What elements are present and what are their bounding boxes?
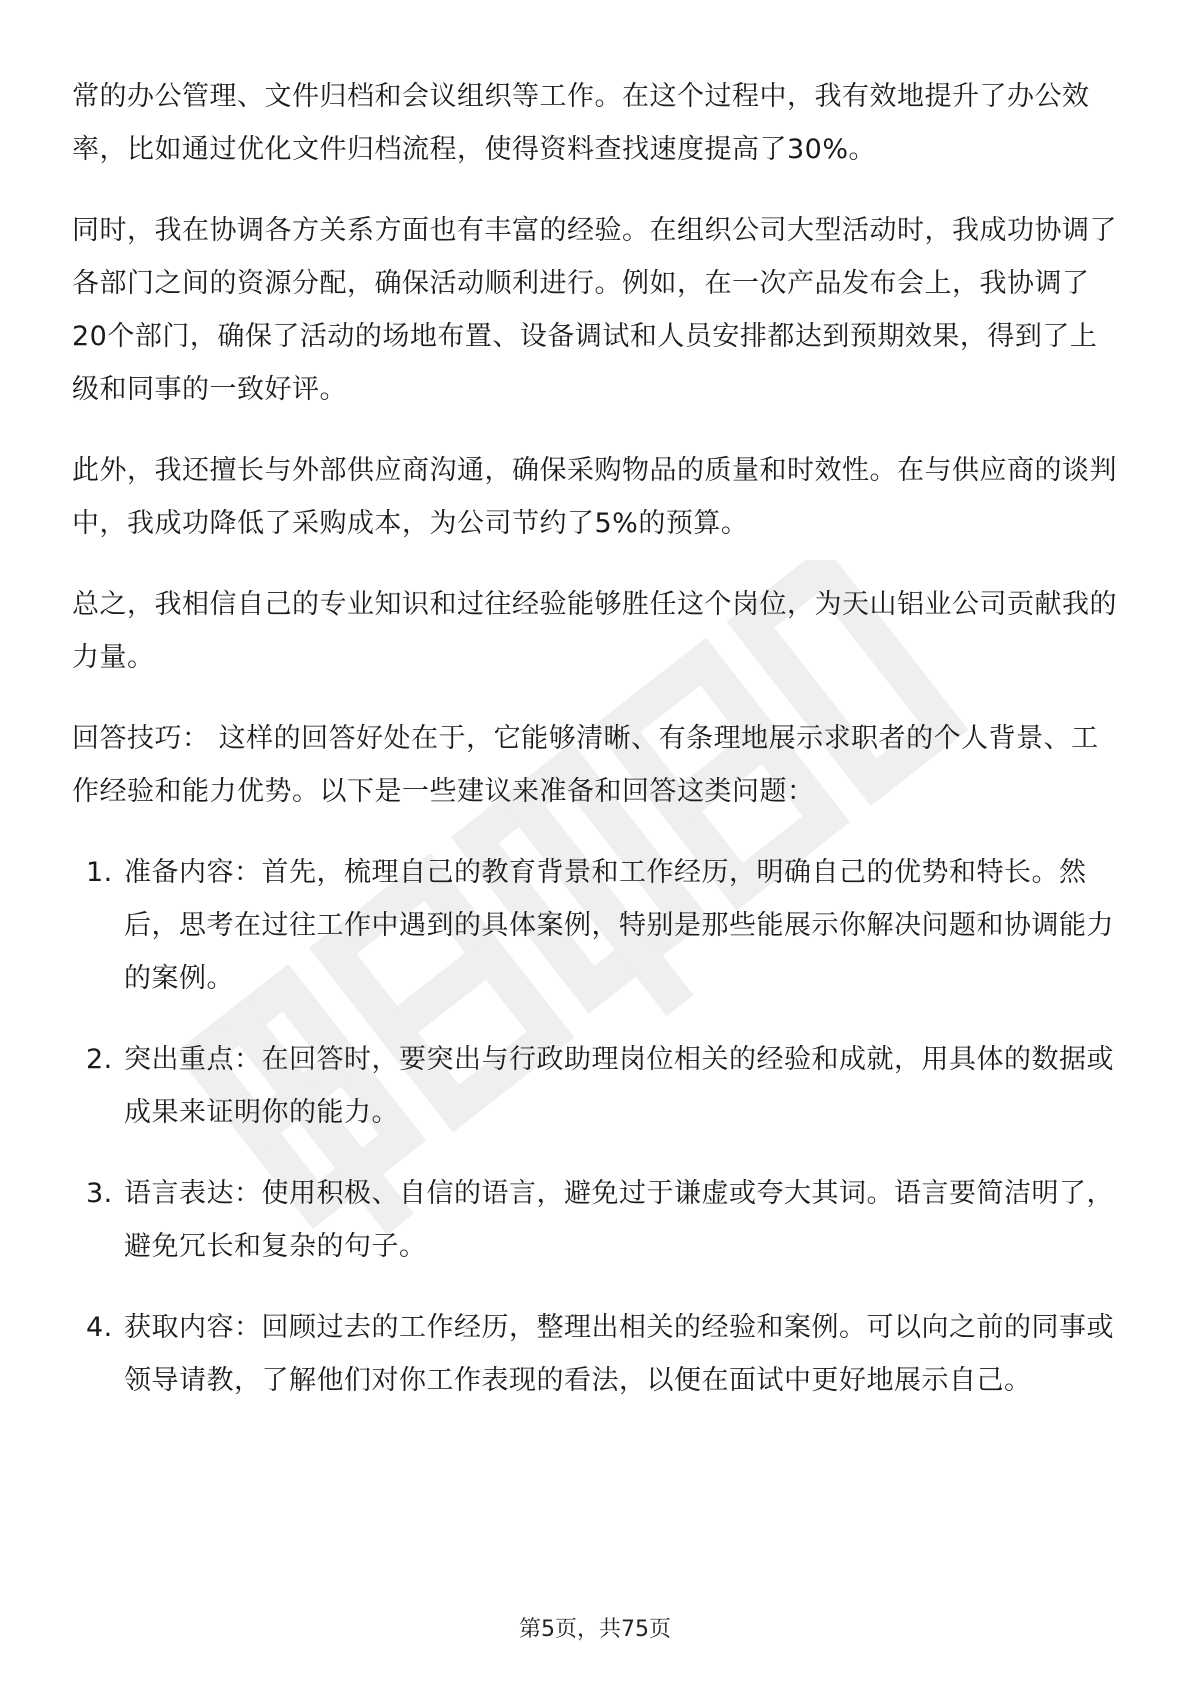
list-item bbox=[72, 1167, 1120, 1273]
paragraph: 常的办公管理、文件归档和会议组织等工作。在这个过程中，我有效地提升了办公效率，比如通过优化文件归档流程，使得资料查找速度提高了30%。 bbox=[72, 81, 1090, 165]
list-item bbox=[72, 1033, 1120, 1139]
list-text: 突出重点：在回答时，要突出与行政助理岗位相关的经验和成就，用具体的数据或成果来证明你的能力。 bbox=[124, 1044, 1114, 1128]
main-content bbox=[72, 70, 1120, 1435]
tips-list bbox=[72, 846, 1120, 1407]
list-text: 获取内容：回顾过去的工作经历，整理出相关的经验和案例。可以向之前的同事或领导请教，了解他们对你工作表现的看法，以便在面试中更好地展示自己。 bbox=[124, 1312, 1114, 1396]
tips-intro: 回答技巧： 这样的回答好处在于，它能够清晰、有条理地展示求职者的个人背景、工作经验和能力优势。以下是一些建议来准备和回答这类问题： bbox=[72, 723, 1099, 807]
paragraph: 此外，我还擅长与外部供应商沟通，确保采购物品的质量和时效性。在与供应商的谈判中，我成功降低了采购成本，为公司节约了5%的预算。 bbox=[72, 455, 1117, 539]
list-item bbox=[72, 1301, 1120, 1407]
list-item bbox=[72, 846, 1120, 1005]
list-number: 3. bbox=[86, 1178, 113, 1209]
paragraph: 同时，我在协调各方关系方面也有丰富的经验。在组织公司大型活动时，我成功协调了各部门之间的资源分配，确保活动顺利进行。例如，在一次产品发布会上，我协调了20个部门，确保了活动的场地布置、设备调试和人员安排都达到预期效果，得到了上级和同事的一致好评。 bbox=[72, 215, 1117, 405]
list-number: 1. bbox=[86, 857, 113, 888]
list-text: 语言表达：使用积极、自信的语言，避免过于谦虚或夸大其词。语言要简洁明了，避免冗长和复杂的句子。 bbox=[124, 1178, 1114, 1262]
list-number: 4. bbox=[86, 1312, 113, 1343]
paragraph: 总之，我相信自己的专业知识和过往经验能够胜任这个岗位，为天山铝业公司贡献我的力量。 bbox=[72, 589, 1117, 673]
page-number-footer: 第5页，共75页 bbox=[519, 1617, 671, 1642]
list-text: 准备内容：首先，梳理自己的教育背景和工作经历，明确自己的优势和特长。然后，思考在过往工作中遇到的具体案例，特别是那些能展示你解决问题和协调能力的案例。 bbox=[124, 857, 1114, 994]
list-number: 2. bbox=[86, 1044, 113, 1075]
